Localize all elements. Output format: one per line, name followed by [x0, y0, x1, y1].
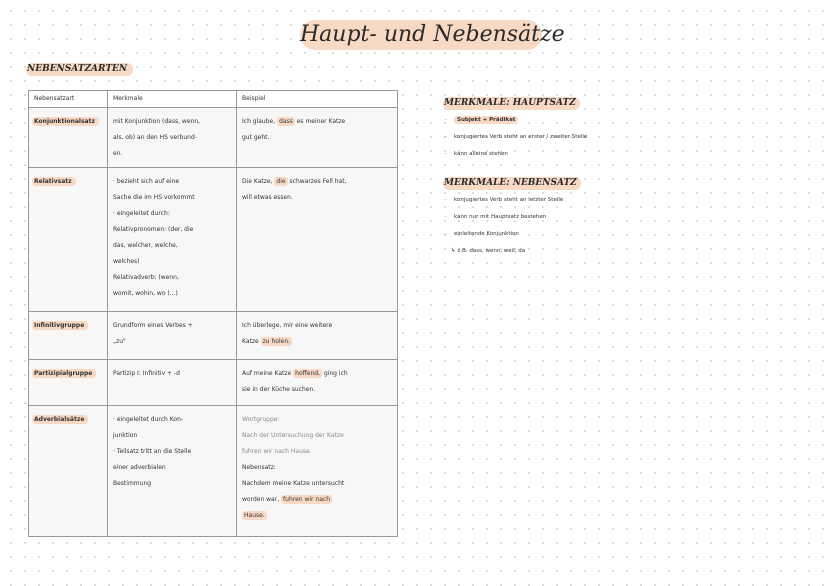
list-item: · konjugiertes Verb steht an erster / zweiter Stelle: [445, 134, 588, 140]
highlight: Hause.: [244, 512, 265, 519]
page-title: Haupt- und Nebensätze: [300, 20, 542, 50]
merkmal-line: · eingeleitet durch Kon-: [113, 416, 184, 423]
list-item: · kann alleine stehen: [445, 151, 508, 157]
hauptsatz-list: [445, 112, 587, 163]
table-row: [29, 312, 398, 360]
nebensatzarten-table: [28, 90, 398, 537]
column-header: Merkmale: [108, 91, 237, 108]
row-name: Partizipialgruppe: [32, 369, 96, 378]
list-item-example: ↳ z.B: dass, wenn, weil, da: [451, 248, 526, 254]
merkmal-line: Relativadverb: (wenn,: [113, 274, 179, 281]
merkmal-line: Partizip I: Infinitiv + -d: [113, 370, 180, 377]
beispiel-line: Ich glaube, dass es meiner Katze: [242, 118, 346, 125]
list-item: · kann nur mit Hauptsatz bestehen: [445, 214, 547, 220]
merkmal-line: · eingeleitet durch:: [113, 210, 170, 217]
table-row: [29, 168, 398, 312]
highlight: die: [276, 178, 286, 185]
row-name: Infinitivgruppe: [32, 321, 88, 330]
beispiel-line: Auf meine Katze hoffend, ging ich: [242, 370, 348, 377]
nebensatz-list: [445, 192, 563, 260]
column-header: Beispiel: [237, 91, 398, 108]
beispiel-line: [242, 508, 392, 524]
table-row: [29, 108, 398, 168]
hauptsatz-heading: MERKMALE: HAUPTSATZ: [443, 97, 580, 110]
beispiel-line: Nach der Untersuchung der Katze: [242, 432, 344, 439]
nebensatz-heading: MERKMALE: NEBENSATZ: [443, 177, 581, 190]
merkmal-line: einer adverbialen: [113, 464, 166, 471]
list-item: · Subjekt + Prädikat: [445, 112, 587, 129]
highlight: dass: [279, 118, 293, 125]
row-name: Konjunktionalsatz: [32, 117, 99, 126]
beispiel-line: Wortgruppe:: [242, 416, 280, 423]
merkmal-line: · Teilsatz tritt an die Stelle: [113, 448, 192, 455]
list-item: · konjugiertes Verb steht an letzter Stelle: [445, 197, 564, 203]
merkmal-line: „zu": [113, 338, 126, 345]
merkmal-line: Sache die im HS vorkommt: [113, 194, 195, 201]
beispiel-line: Katze zu holen.: [242, 338, 291, 345]
beispiel-label: Nebensatz:: [242, 464, 276, 471]
merkmal-line: als, ob) an den HS verbund-: [113, 134, 197, 141]
beispiel-line: Die Katze, die schwarzes Fell hat,: [242, 178, 347, 185]
beispiel-line: worden war, fuhren wir nach: [242, 496, 331, 503]
merkmal-line: junktion: [113, 432, 138, 439]
beispiel-line: will etwas essen.: [242, 194, 293, 201]
table-row: [29, 406, 398, 537]
merkmal-line: Bestimmung: [113, 480, 152, 487]
merkmal-line: · bezieht sich auf eine: [113, 178, 180, 185]
beispiel-line: Ich überlege, mir eine weitere: [242, 322, 333, 329]
merkmal-line: welches): [113, 258, 140, 265]
table-header-row: [29, 91, 398, 108]
table-row: [29, 360, 398, 406]
section-label-nebensatzarten: NEBENSATZARTEN: [26, 63, 133, 76]
merkmal-line: mit Konjunktion (dass, wenn,: [113, 118, 201, 125]
highlight: fuhren wir nach: [283, 496, 331, 503]
merkmal-line: Grundform eines Verbes +: [113, 322, 193, 329]
merkmal-line: womit, wohin, wo (...): [113, 290, 178, 297]
merkmal-line: Relativpronomen: (der, die: [113, 226, 194, 233]
column-header: Nebensatzart: [29, 91, 108, 108]
merkmal-line: das, welcher, welche,: [113, 242, 178, 249]
beispiel-line: sie in der Küche suchen.: [242, 386, 316, 393]
row-name: Adverbialsätze: [32, 415, 88, 424]
list-item: · einleitende Konjunktion: [445, 231, 519, 237]
merkmal-line: en.: [113, 150, 123, 157]
highlight: zu holen.: [262, 338, 291, 345]
beispiel-line: gut geht.: [242, 134, 270, 141]
row-name: Relativsatz: [32, 177, 76, 186]
highlight: hoffend,: [295, 370, 320, 377]
beispiel-line: fuhren wir nach Hause.: [242, 448, 312, 455]
beispiel-line: Nachdem meine Katze untersucht: [242, 480, 345, 487]
